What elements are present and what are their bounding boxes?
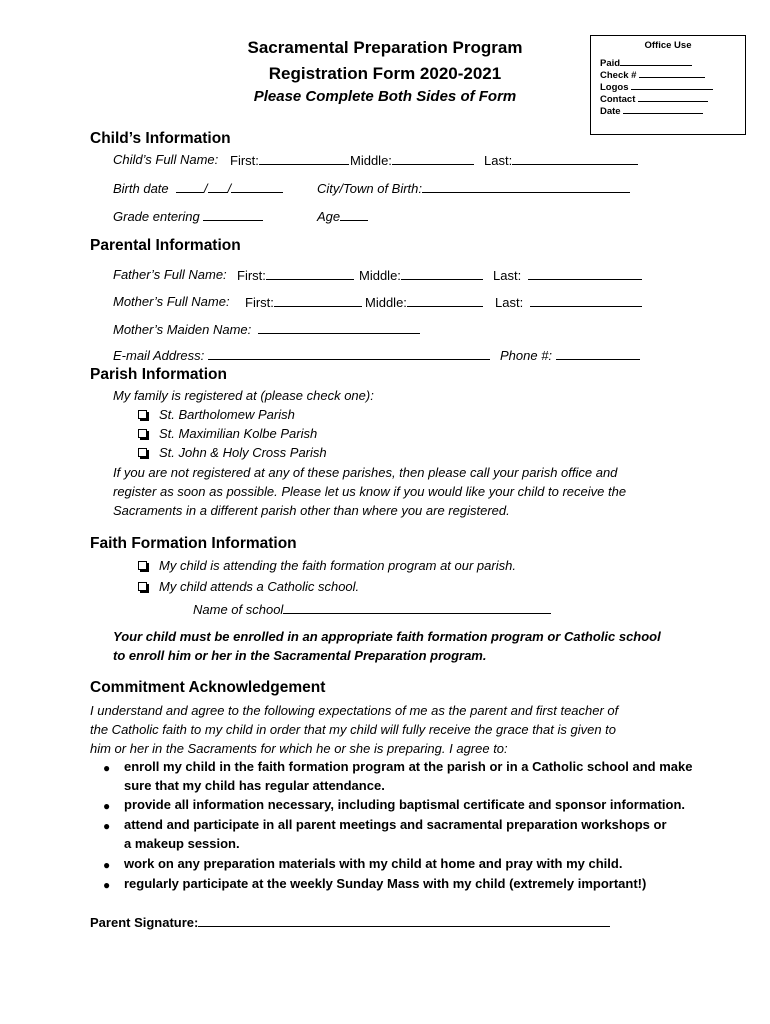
birth-date-field[interactable]: Birth date / / (113, 180, 283, 196)
school-name-label: Name of school (193, 602, 284, 617)
parental-info-heading: Parental Information (90, 237, 241, 254)
parish-checkbox-kolbe[interactable] (138, 429, 147, 438)
father-first-field[interactable] (237, 267, 354, 283)
phone-field[interactable] (500, 347, 640, 363)
commitment-item-mass: regularly participate at the weekly Sunday Mass with my child (extremely important!) (124, 876, 647, 891)
mother-last-field[interactable] (495, 294, 642, 310)
parish-intro: My family is registered at (please check one): (113, 388, 374, 403)
commitment-intro-line-2: the Catholic faith to my child in order that my child will fully receive the grace that is given to (90, 722, 617, 737)
faith-notice-line-1: Your child must be enrolled in an appropriate faith formation program or Catholic school (113, 629, 661, 644)
child-middle-field[interactable] (350, 152, 474, 168)
form-title-program: Sacramental Preparation Program (247, 38, 523, 57)
grade-entering-label: Grade entering (113, 209, 200, 224)
faith-option-catholic-school: My child attends a Catholic school. (159, 579, 360, 594)
city-of-birth-field[interactable] (317, 180, 630, 196)
father-middle-field[interactable] (359, 267, 483, 283)
maiden-name-label: Mother’s Maiden Name: (113, 322, 252, 337)
mother-first-field[interactable] (245, 294, 362, 310)
commitment-item-work: work on any preparation materials with my child at home and pray with my child. (124, 856, 623, 871)
commitment-item-provide: provide all information necessary, including baptismal certificate and sponsor information. (124, 797, 686, 812)
faith-checkbox-catholic-school[interactable] (138, 582, 147, 591)
commitment-item-enroll-line-2: sure that my child has regular attendance. (124, 778, 385, 793)
office-date-line (600, 104, 703, 117)
bullet-icon: ● (103, 799, 111, 813)
commitment-intro-line-1: I understand and agree to the following expectations of me as the parent and first teacher of (90, 703, 619, 718)
child-first-field[interactable] (230, 152, 349, 168)
father-first-label: First: (237, 268, 266, 283)
mother-first-label: First: (245, 295, 274, 310)
office-check-label: Check # (600, 70, 637, 81)
email-field[interactable] (113, 347, 490, 363)
mother-name-label: Mother’s Full Name: (113, 294, 230, 309)
commitment-item-attend-line-1: attend and participate in all parent meetings and sacramental preparation workshops or (124, 817, 667, 832)
child-last-field[interactable] (484, 152, 638, 168)
child-info-heading: Child’s Information (90, 130, 231, 147)
parish-option-kolbe: St. Maximilian Kolbe Parish (159, 426, 318, 441)
parish-option-john-holy-cross: St. John & Holy Cross Parish (159, 445, 327, 460)
parish-note-line-2: register as soon as possible. Please let us know if you would like your child to receive the (113, 484, 627, 499)
grade-entering-field[interactable] (113, 208, 263, 224)
parish-option-bartholomew: St. Bartholomew Parish (159, 407, 295, 422)
mother-last-label: Last: (495, 295, 524, 310)
office-date-label: Date (600, 106, 621, 117)
office-paid-label: Paid (600, 58, 621, 69)
bullet-icon: ● (103, 761, 111, 775)
commitment-intro-line-3: him or her in the Sacraments for which he or she is preparing. I agree to: (90, 741, 508, 756)
father-middle-label: Middle: (359, 268, 401, 283)
commitment-item-attend-line-2: a makeup session. (124, 836, 240, 851)
office-use-box (590, 35, 746, 135)
parish-checkbox-bartholomew[interactable] (138, 410, 147, 419)
faith-notice-line-2: to enroll him or her in the Sacramental Preparation program. (113, 648, 487, 663)
school-name-field[interactable] (193, 601, 551, 617)
birth-date-label: Birth date (113, 181, 169, 196)
mother-middle-field[interactable] (365, 294, 483, 310)
parish-checkbox-john-holy-cross[interactable] (138, 448, 147, 457)
child-last-label: Last: (484, 153, 513, 168)
parish-note-line-3: Sacraments in a different parish other than where you are registered. (113, 503, 510, 518)
parish-info-heading: Parish Information (90, 366, 227, 383)
father-last-label: Last: (493, 268, 522, 283)
city-of-birth-label: City/Town of Birth: (317, 181, 423, 196)
parent-signature-label: Parent Signature: (90, 915, 199, 930)
child-middle-label: Middle: (350, 153, 392, 168)
bullet-icon: ● (103, 858, 111, 872)
office-logos-label: Logos (600, 82, 629, 93)
maiden-name-field[interactable] (113, 321, 420, 337)
commitment-item-enroll-line-1: enroll my child in the faith formation program at the parish or in a Catholic school and make (124, 759, 693, 774)
mother-middle-label: Middle: (365, 295, 407, 310)
bullet-icon: ● (103, 878, 111, 892)
email-label: E-mail Address: (113, 348, 205, 363)
age-field[interactable] (317, 208, 368, 224)
phone-label: Phone #: (500, 348, 553, 363)
faith-option-parish-program: My child is attending the faith formation program at our parish. (159, 558, 516, 573)
age-label: Age (317, 209, 341, 224)
father-last-field[interactable] (493, 267, 642, 283)
office-use-heading: Office Use (644, 40, 692, 51)
parish-note-line-1: If you are not registered at any of these parishes, then please call your parish office and (113, 465, 618, 480)
form-title-registration: Registration Form 2020-2021 (268, 64, 502, 83)
commitment-heading: Commitment Acknowledgement (90, 679, 326, 696)
faith-checkbox-parish-program[interactable] (138, 561, 147, 570)
child-first-label: First: (230, 153, 259, 168)
office-contact-label: Contact (600, 94, 636, 105)
child-name-label: Child’s Full Name: (113, 152, 219, 167)
father-name-label: Father’s Full Name: (113, 267, 227, 282)
bullet-icon: ● (103, 819, 111, 833)
faith-formation-heading: Faith Formation Information (90, 535, 297, 552)
form-subtitle: Please Complete Both Sides of Form (253, 88, 517, 105)
parent-signature-field[interactable] (90, 914, 610, 930)
